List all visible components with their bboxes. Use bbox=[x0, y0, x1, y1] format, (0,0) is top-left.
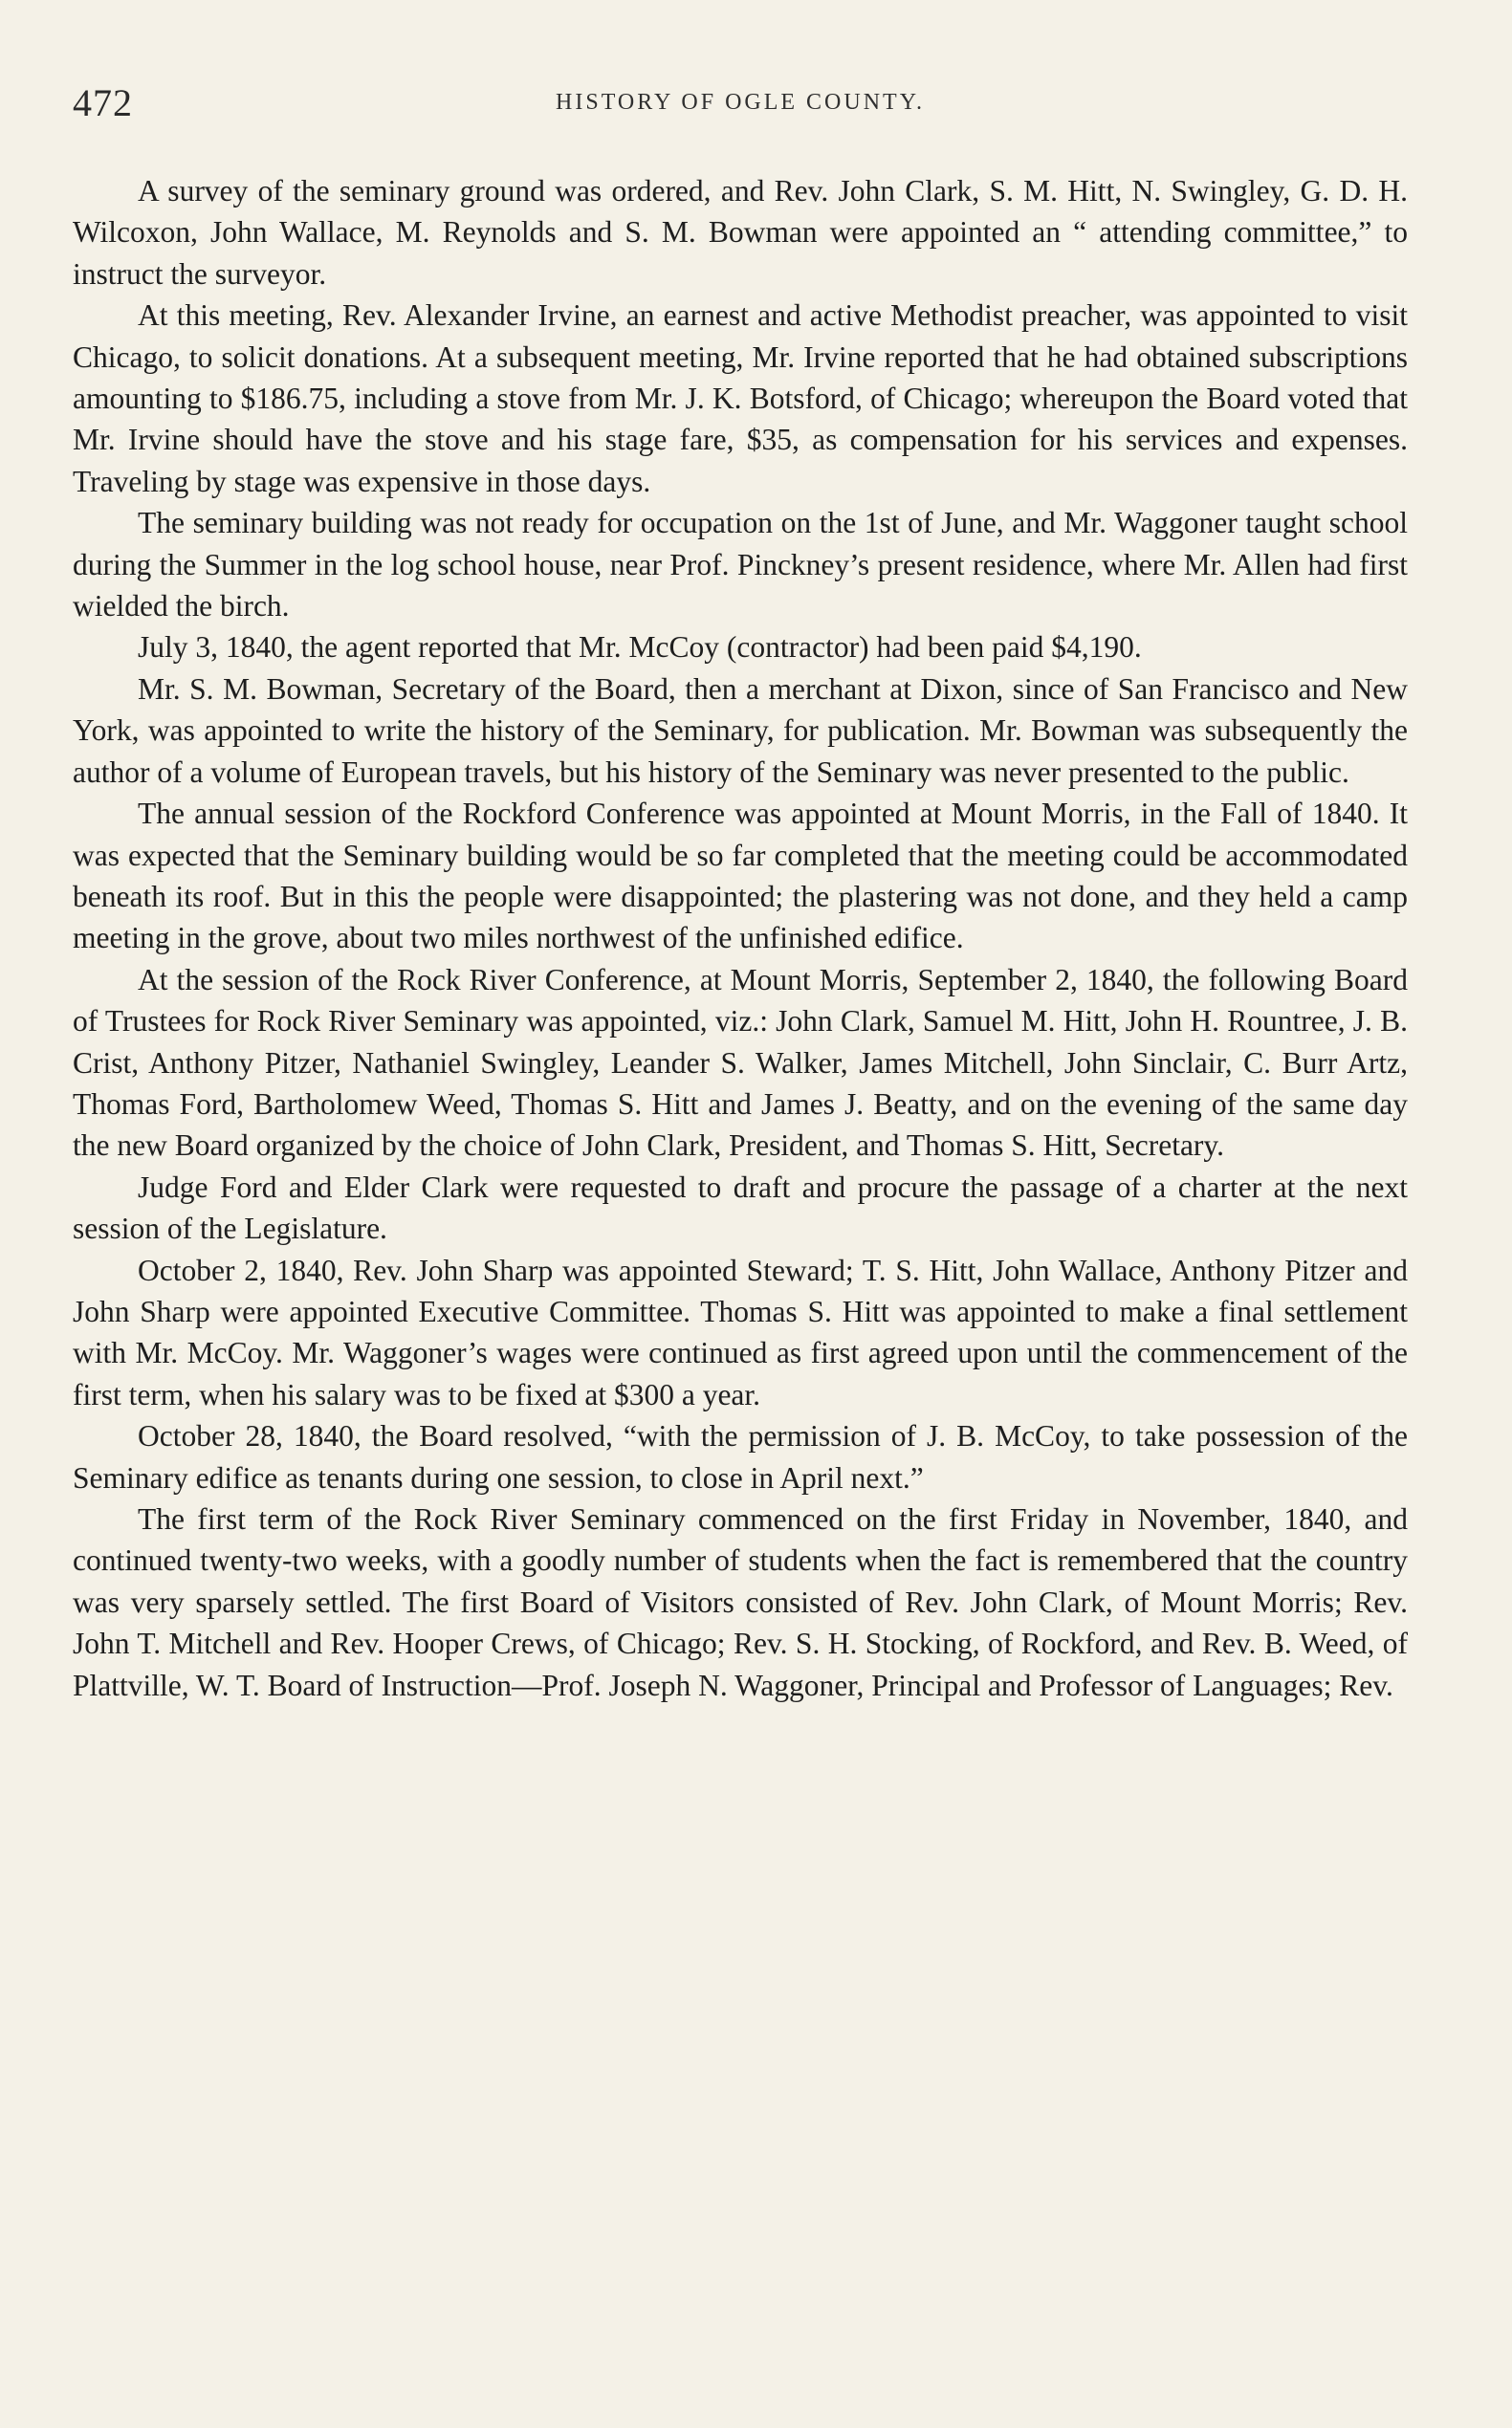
body-text bbox=[73, 170, 1408, 1706]
paragraph: October 2, 1840, Rev. John Sharp was appointed Steward; T. S. Hitt, John Wallace, Anthony Pitzer and John Sharp were appointed Executive Committee. Thomas S. Hitt was appointed to make a final settlement with Mr. McCoy. Mr. Waggoner’s wages were continued as first agreed upon until the commencement of the first term, when his salary was to be fixed at $300 a year. bbox=[73, 1253, 1408, 1411]
paragraph: At this meeting, Rev. Alexander Irvine, an earnest and active Methodist preacher, was appointed to visit Chicago, to solicit donations. At a subsequent meeting, Mr. Irvine reported that he had obtained subscriptions amounting to $186.75, including a stove from Mr. J. K. Botsford, of Chicago; whereupon the Board voted that Mr. Irvine should have the stove and his stage fare, $35, as compensation for his services and expenses. Traveling by stage was expensive in those days. bbox=[73, 298, 1408, 498]
paragraph: The first term of the Rock River Seminary commenced on the first Friday in November, 1840, and continued twenty-two weeks, with a goodly number of students when the fact is remembered that the country was very sparsely settled. The first Board of Visitors consisted of Rev. John Clark, of Mount Morris; Rev. John T. Mitchell and Rev. Hooper Crews, of Chicago; Rev. S. H. Stocking, of Rockford, and Rev. B. Weed, of Plattville, W. T. Board of Instruction—Prof. Joseph N. Waggoner, Principal and Professor of Languages; Rev. bbox=[73, 1502, 1408, 1702]
page-number: 472 bbox=[73, 81, 133, 124]
paragraph: The annual session of the Rockford Conference was appointed at Mount Morris, in the Fall of 1840. It was expected that the Seminary building would be so far completed that the meeting could be accommodated beneath its roof. But in this the people were disappointed; the plastering was not done, and they held a camp meeting in the grove, about two miles northwest of the unfinished edifice. bbox=[73, 797, 1408, 955]
paragraph: At the session of the Rock River Conference, at Mount Morris, September 2, 1840, the following Board of Trustees for Rock River Seminary was appointed, viz.: John Clark, Samuel M. Hitt, John H. Rountree, J. B. Crist, Anthony Pitzer, Nathaniel Swingley, Leander S. Walker, James Mitchell, John Sinclair, C. Burr Artz, Thomas Ford, Bartholomew Weed, Thomas S. Hitt and James J. Beatty, and on the evening of the same day the new Board organized by the choice of John Clark, President, and Thomas S. Hitt, Secretary. bbox=[73, 962, 1408, 1163]
paragraph: A survey of the seminary ground was ordered, and Rev. John Clark, S. M. Hitt, N. Swingley, G. D. H. Wilcoxon, John Wallace, M. Reynolds and S. M. Bowman were appointed an “ attending committee,” to instruct the surveyor. bbox=[73, 174, 1408, 291]
paragraph: Judge Ford and Elder Clark were requested to draft and procure the passage of a charter at the next session of the Legislature. bbox=[73, 1170, 1408, 1246]
paragraph: Mr. S. M. Bowman, Secretary of the Board, then a merchant at Dixon, since of San Francisco and New York, was appointed to write the history of the Seminary, for publication. Mr. Bowman was subsequently the author of a volume of European travels, but his history of the Seminary was never presented to the public. bbox=[73, 671, 1408, 789]
page-header bbox=[73, 80, 1408, 130]
paragraph: July 3, 1840, the agent reported that Mr. McCoy (contractor) had been paid $4,190. bbox=[138, 630, 1142, 665]
running-head: HISTORY OF OGLE COUNTY. bbox=[556, 90, 925, 115]
paragraph: The seminary building was not ready for occupation on the 1st of June, and Mr. Waggoner taught school during the Summer in the log school house, near Prof. Pinckney’s present residence, where Mr. Allen had first wielded the birch. bbox=[73, 506, 1408, 623]
paragraph: October 28, 1840, the Board resolved, “with the permission of J. B. McCoy, to take possession of the Seminary edifice as tenants during one session, to close in April next.” bbox=[73, 1419, 1408, 1495]
